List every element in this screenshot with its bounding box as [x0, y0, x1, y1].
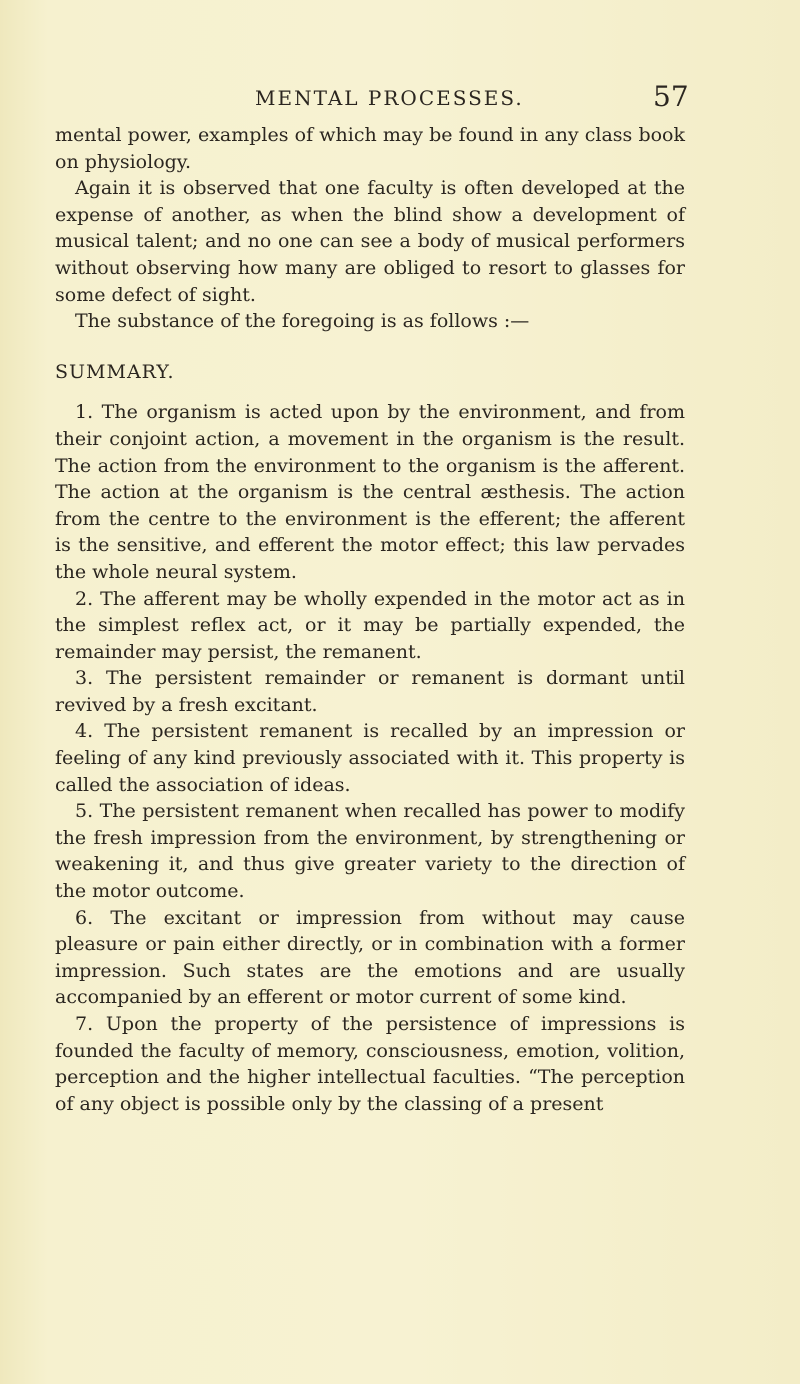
summary-item-7	[55, 1011, 685, 1117]
paragraph-substance: The substance of the foregoing is as follows :—	[75, 310, 530, 333]
item-number: 1.	[75, 401, 94, 424]
summary-heading: SUMMARY.	[55, 360, 175, 383]
summary-item-2	[55, 586, 685, 666]
item-number: 7.	[75, 1013, 94, 1035]
page-body	[55, 122, 685, 1117]
paragraph-again: Again it is observed that one faculty is often developed at the expense of another, as when the blind show a development of musical talent; and no one can see a body of musical performers without observing how many are obliged to resort to glasses for some defect of sight.	[55, 177, 685, 306]
item-text: The persistent remanent when recalled has power to modify the fresh impression from the environment, by strengthening or weakening it, and thus give greater variety to the direction of the motor outcome.	[55, 800, 685, 903]
page-number: 57	[653, 80, 689, 113]
paragraph-continued: mental power, examples of which may be found in any class book on physiology.	[55, 124, 685, 173]
item-number: 2.	[75, 587, 94, 610]
item-number: 4.	[75, 720, 94, 743]
running-title: MENTAL PROCESSES.	[255, 86, 524, 110]
item-text: The afferent may be wholly expended in the motor act as in the simplest reflex act, or it may be partially expended, the remainder may persist, the remanent.	[55, 587, 685, 663]
item-number: 5.	[75, 800, 94, 823]
summary-item-6	[55, 905, 685, 1011]
item-text: The excitant or impression from without may cause pleasure or pain either directly, or in combination with a former impression. Such states are the emotions and are usually accompanied by an efferent or motor current of some kind.	[55, 906, 685, 1009]
item-text: The persistent remainder or remanent is dormant until revived by a fresh excitant.	[55, 667, 685, 716]
summary-item-5	[55, 798, 685, 904]
item-text: The persistent remanent is recalled by an impression or feeling of any kind previously associated with it. This property is called the association of ideas.	[55, 720, 685, 796]
item-number: 6.	[75, 906, 94, 929]
item-number: 3.	[75, 667, 94, 690]
item-text: Upon the property of the persistence of impressions is founded the faculty of memory, consciousness, emotion, volition, perception and the higher intellectual faculties. “The perception of any object is possible only by the classing of a present	[55, 1013, 685, 1115]
summary-item-4	[55, 718, 685, 798]
summary-item-1	[55, 399, 685, 585]
item-text: The organism is acted upon by the environment, and from their conjoint action, a movement in the organism is the result. The action from the environment to the organism is the afferent. The action at the organism is the central æsthesis. The action from the centre to the environment is the efferent; the afferent is the sensitive, and efferent the motor effect; this law pervades the whole neural system.	[55, 401, 685, 583]
summary-item-3	[55, 665, 685, 718]
